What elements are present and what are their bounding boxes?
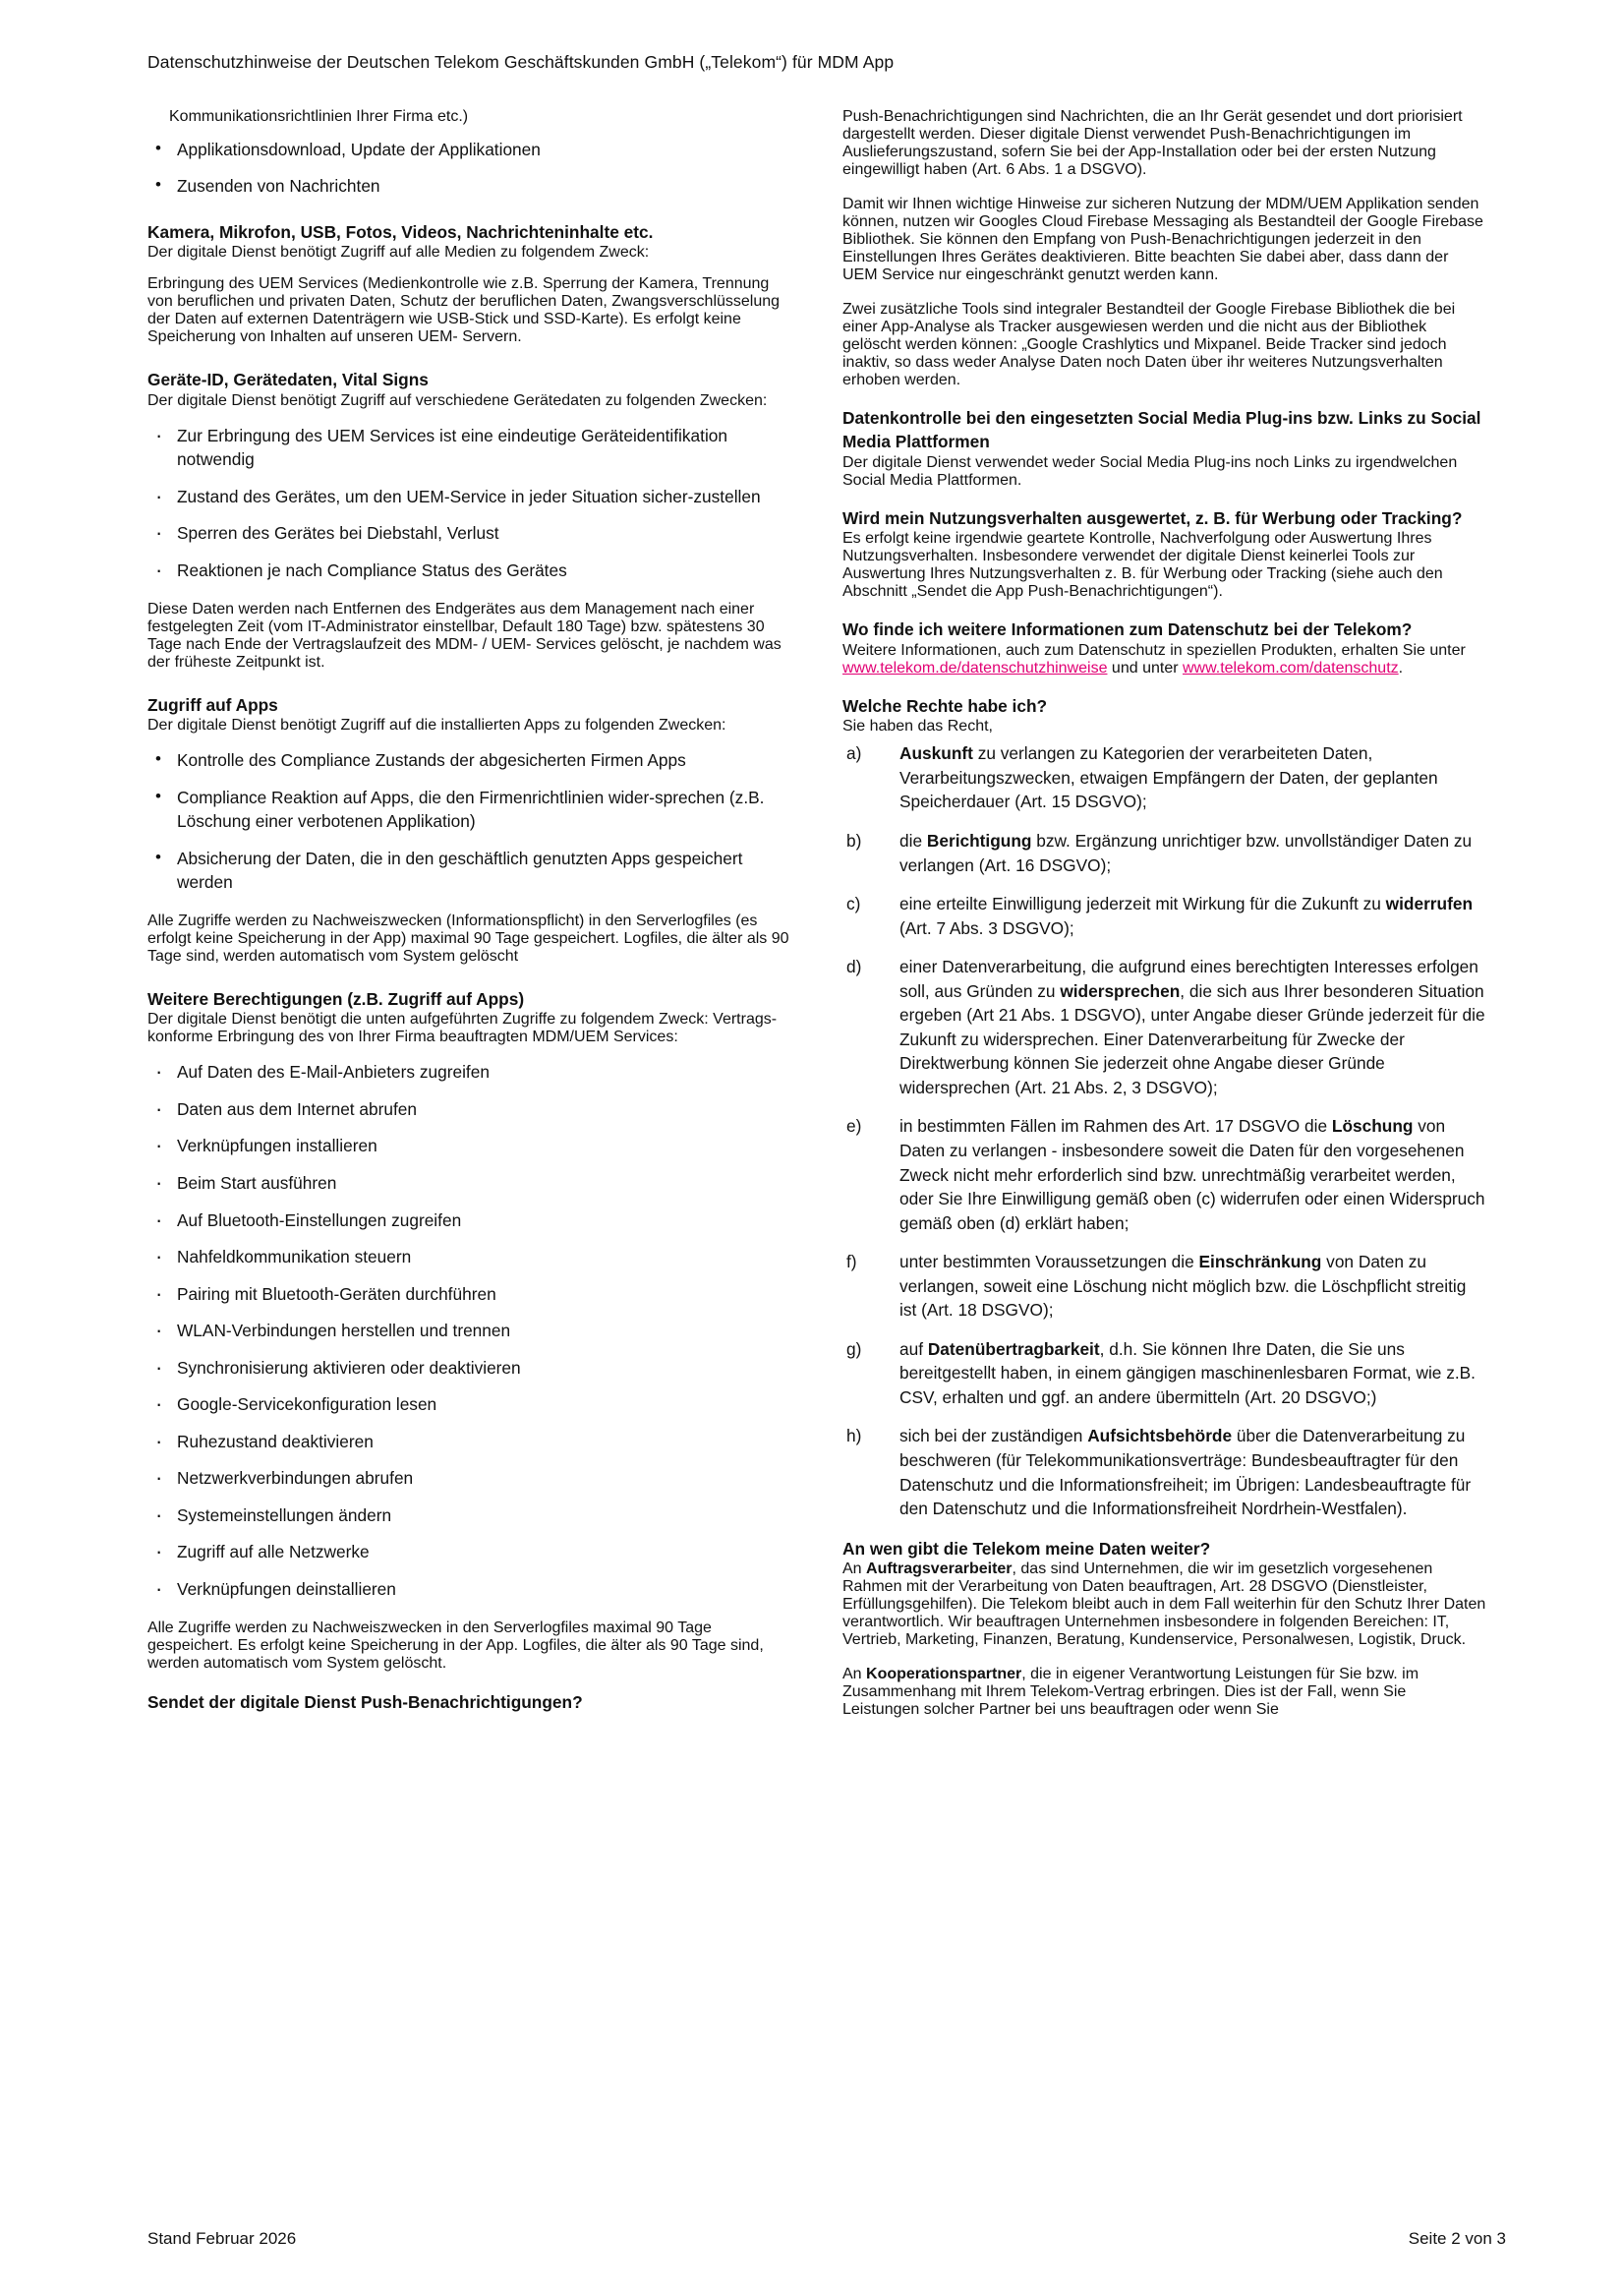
rights-bold: Auskunft (899, 743, 973, 764)
list-item: · Zugriff auf alle Netzwerke (147, 1540, 791, 1564)
rights-post: , d.h. Sie können Ihre Daten, die Sie uns bereitgestellt haben, in einem gängigen maschinenlesbaren Format, wie z.B. CSV, erhalten und ggf. an andere übermitteln (Art. 20 DSGVO;) (899, 1338, 1476, 1407)
section-kamera-body: Erbringung des UEM Services (Medienkontrolle wie z.B. Sperrung der Kamera, Trennung von beruflichen und privaten Daten, Schutz der beruflichen Daten, Zwangsverschlüsselung der Daten auf externen Datenträgern wie USB-Stick und SSD-Karte). Es erfolgt keine Speicherung von Inhalten auf unseren UEM- Servern. (147, 275, 781, 346)
list-item: · Ruhezustand deaktivieren (147, 1430, 791, 1454)
rights-item (842, 1114, 1486, 1235)
list-item: · Sperren des Gerätes bei Diebstahl, Verlust (147, 521, 791, 546)
weitergabe-p1-bold: Auftragsverarbeiter (866, 1560, 1013, 1578)
weitere-bullet-list (147, 1060, 791, 1601)
section-apps-lead: Der digitale Dienst benötigt Zugriff auf die installierten Apps zu folgenden Zwecken: (147, 717, 726, 735)
section-apps-closing: Alle Zugriffe werden zu Nachweiszwecken (Informationspflicht) in den Serverlogfiles (es erfolgt keine Speicherung in der App) maximal 90 Tage gespeichert. Logfiles, die älter als 90 Tage sind, werden automatisch vom System gelöscht (147, 912, 789, 965)
push-paragraph-3: Zwei zusätzliche Tools sind integraler Bestandteil der Google Firebase Bibliothek die bei einer App-Analyse als Tracker ausgewiesen werden und die nicht aus der Bibliothek gelöscht werden können: „Google Crashlytics und Mixpanel. Beide Tracker sind jedoch inaktiv, so dass weder Analyse Daten noch Daten über ihr weiteres Nutzungsverhalten erhoben werden. (842, 300, 1456, 388)
list-item: · Auf Bluetooth-Einstellungen zugreifen (147, 1208, 791, 1233)
rights-item (842, 955, 1486, 1099)
rights-post: von Daten zu verlangen, soweit eine Löschung nicht möglich bzw. die Löschpflicht streitig ist (Art. 18 DSGVO); (899, 1252, 1467, 1321)
info-text-mid: und unter (1107, 659, 1183, 677)
section-heading-weitergabe: An wen gibt die Telekom meine Daten weiter? (842, 1538, 1211, 1559)
rights-pre: unter bestimmten Voraussetzungen die (899, 1252, 1199, 1272)
list-item: · Verknüpfungen installieren (147, 1134, 791, 1158)
rights-marker: f) (846, 1252, 857, 1272)
rights-bold: Datenübertragbarkeit (927, 1338, 1100, 1359)
weitergabe-p2-post: , die in eigener Verantwortung Leistungen für Sie bzw. im Zusammenhang mit Ihrem Telekom-Vertrag erbringen. Dies ist der Fall, wenn Sie Leistungen solcher Partner bei uns beauftragen oder wenn Sie (842, 1666, 1419, 1719)
rights-list (842, 741, 1486, 1520)
rights-bold: widerrufen (1385, 894, 1474, 914)
rights-bold: Einschränkung (1198, 1252, 1322, 1272)
section-heading-info: Wo finde ich weitere Informationen zum Datenschutz bei der Telekom? (842, 619, 1413, 640)
two-column-body (147, 108, 1506, 1737)
rights-bold: Berichtigung (926, 831, 1032, 851)
list-item: · Systemeinstellungen ändern (147, 1503, 791, 1528)
right-column (842, 108, 1486, 1737)
section-heading-geraete: Geräte-ID, Gerätedaten, Vital Signs (147, 370, 429, 390)
footer-page-number: Seite 2 von 3 (1408, 2229, 1506, 2248)
list-item: · Google-Servicekonfiguration lesen (147, 1392, 791, 1417)
list-item: · WLAN-Verbindungen herstellen und trennen (147, 1319, 791, 1343)
push-paragraph-2: Damit wir Ihnen wichtige Hinweise zur sicheren Nutzung der MDM/UEM Applikation senden können, nutzen wir Googles Cloud Firebase Messaging als Bestandteil der Google Firebase Bibliothek. Sie können den Empfang von Push-Benachrichtigungen jederzeit in den Einstellungen Ihres Gerätes deaktivieren. Bitte beachten Sie dabei aber, dass dann der UEM Service nur eingeschränkt genutzt werden kann. (842, 195, 1483, 283)
section-heading-social: Datenkontrolle bei den eingesetzten Social Media Plug-ins bzw. Links zu Social Media Plattformen (842, 407, 1481, 452)
weitergabe-p2-bold: Kooperationspartner (866, 1666, 1022, 1683)
section-heading-weitere: Weitere Berechtigungen (z.B. Zugriff auf Apps) (147, 988, 525, 1009)
rights-pre: eine erteilte Einwilligung jederzeit mit Wirkung für die Zukunft zu (899, 894, 1386, 914)
rights-marker: b) (846, 831, 862, 851)
section-weitere-closing: Alle Zugriffe werden zu Nachweiszwecken in den Serverlogfiles maximal 90 Tage gespeichert. Es erfolgt keine Speicherung in der App. Logfiles, die älter als 90 Tage sind, werden automatisch vom System gelöscht. (147, 1619, 764, 1672)
section-heading-kamera: Kamera, Mikrofon, USB, Fotos, Videos, Nachrichteninhalte etc. (147, 221, 654, 242)
rights-marker: a) (846, 743, 862, 764)
list-item: · Daten aus dem Internet abrufen (147, 1097, 791, 1122)
datenschutz-link[interactable]: www.telekom.com/datenschutz (1182, 659, 1399, 677)
datenschutzhinweise-link[interactable]: www.telekom.de/datenschutzhinweise (842, 659, 1108, 677)
rights-lead: Sie haben das Recht, (842, 718, 993, 736)
rights-pre: die (899, 831, 927, 851)
geraete-bullet-list (147, 424, 791, 583)
rights-post: von Daten zu verlangen - insbesondere soweit die Daten für den vorgesehenen Zweck nicht mehr erforderlich sind bzw. unrechtmäßig verarbeitet werden, oder Sie Ihre Einwilligung gemäß oben (c) widerrufen oder einen Widerspruch gemäß oben (d) erklärt haben; (899, 1116, 1485, 1233)
list-item: · Auf Daten des E-Mail-Anbieters zugreifen (147, 1060, 791, 1085)
rights-post: , die sich aus Ihrer besonderen Situation ergeben (Art 21 Abs. 1 DSGVO), unter Angabe dieser Gründe jederzeit für die Zukunft zu widersprechen. Einer Datenverarbeitung für Zwecke der Direktwerbung können Sie jederzeit ohne Angabe dieser Gründe widersprechen (Art. 21 Abs. 2, 3 DSGVO); (899, 980, 1485, 1097)
left-column (147, 108, 791, 1715)
rights-pre: in bestimmten Fällen im Rahmen des Art. 17 DSGVO die (899, 1116, 1332, 1137)
list-item: • Zusenden von Nachrichten (147, 174, 791, 199)
intro-continuation: Kommunikationsrichtlinien Ihrer Firma etc.) (169, 107, 469, 125)
rights-bold: widersprechen (1060, 980, 1181, 1001)
rights-pre: sich bei der zuständigen (899, 1426, 1088, 1446)
section-tracking-body: Es erfolgt keine irgendwie geartete Kontrolle, Nachverfolgung oder Auswertung Ihres Nutzungsverhalten. Insbesondere verwendet der digitale Dienst keinerlei Tools zur Auswertung Ihres Nutzungsverhalten z. B. für Werbung oder Tracking (siehe auch den Abschnitt „Sendet die App Push-Benachrichtigungen“). (842, 530, 1443, 601)
list-item: · Verknüpfungen deinstallieren (147, 1577, 791, 1602)
section-kamera-lead: Der digitale Dienst benötigt Zugriff auf alle Medien zu folgendem Zweck: (147, 244, 650, 262)
rights-marker: h) (846, 1426, 862, 1446)
rights-pre: einer Datenverarbeitung, die aufgrund eines berechtigten Interesses erfolgen soll, aus Gründen zu (899, 957, 1478, 1001)
weitergabe-paragraph-2 (842, 1666, 1486, 1719)
rights-item (842, 892, 1486, 940)
rights-marker: d) (846, 957, 862, 977)
push-paragraph-1: Push-Benachrichtigungen sind Nachrichten, die an Ihr Gerät gesendet und dort priorisiert dargestellt werden. Dieser digitale Dienst verwendet Push-Benachrichtigungen im Auslieferungszustand, sofern Sie bei der App-Installation oder bei der ersten Nutzung eingewilligt haben (Art. 6 Abs. 1 a DSGVO). (842, 107, 1463, 178)
section-heading-apps: Zugriff auf Apps (147, 694, 278, 715)
intro-bullet-list (147, 138, 791, 199)
weitergabe-p1-pre: An (842, 1560, 867, 1578)
rights-item (842, 741, 1486, 814)
document-header: Datenschutzhinweise der Deutschen Telekom Geschäftskunden GmbH („Telekom“) für MDM App (147, 52, 895, 72)
list-item: • Absicherung der Daten, die in den geschäftlich genutzten Apps gespeichert werden (147, 847, 791, 895)
list-item: · Zur Erbringung des UEM Services ist eine eindeutige Geräteidentifikation notwendig (147, 424, 791, 472)
section-weitere-lead: Der digitale Dienst benötigt die unten aufgeführten Zugriffe zu folgendem Zweck: Vertrags-konforme Erbringung des von Ihrer Firma beauftragten MDM/UEM Services: (147, 1011, 778, 1046)
section-info-body (842, 642, 1486, 677)
section-geraete-lead: Der digitale Dienst benötigt Zugriff auf verschiedene Gerätedaten zu folgenden Zwecken: (147, 391, 768, 409)
info-text-after: . (1398, 659, 1404, 677)
footer-date: Stand Februar 2026 (147, 2229, 297, 2248)
rights-item (842, 1250, 1486, 1323)
weitergabe-paragraph-1 (842, 1560, 1486, 1649)
rights-bold: Aufsichtsbehörde (1087, 1426, 1233, 1446)
list-item: · Pairing mit Bluetooth-Geräten durchführen (147, 1282, 791, 1307)
section-social-body: Der digitale Dienst verwendet weder Social Media Plug-ins noch Links zu irgendwelchen Social Media Plattformen. (842, 453, 1458, 489)
list-item: · Netzwerkverbindungen abrufen (147, 1466, 791, 1491)
info-text-before: Weitere Informationen, auch zum Datenschutz in speziellen Produkten, erhalten Sie unter (842, 641, 1466, 659)
section-heading-rechte: Welche Rechte habe ich? (842, 695, 1048, 716)
list-item: · Reaktionen je nach Compliance Status des Gerätes (147, 559, 791, 583)
weitergabe-p1-post: , das sind Unternehmen, die wir im gesetzlich vorgesehenen Rahmen mit der Verarbeitung von Daten beauftragen, Art. 28 DSGVO (Dienstleister, Erfüllungsgehilfen). Die Telekom bleibt auch in dem Fall weiterhin für den Schutz Ihrer Daten verantwortlich. Wir beauftragen Unternehmen insbesondere in folgenden Bereichen: IT, Vertrieb, Marketing, Finanzen, Beratung, Kundenservice, Personalwesen, Logistik, Druck. (842, 1560, 1486, 1649)
list-item: • Kontrolle des Compliance Zustands der abgesicherten Firmen Apps (147, 748, 791, 773)
rights-marker: g) (846, 1338, 862, 1359)
rights-post: (Art. 7 Abs. 3 DSGVO); (899, 917, 1074, 938)
rights-post: zu verlangen zu Kategorien der verarbeiteten Daten, Verarbeitungszwecken, etwaigen Empfängern der Daten, der geplanten Speicherdauer (Art. 15 DSGVO); (899, 743, 1438, 812)
list-item: · Synchronisierung aktivieren oder deaktivieren (147, 1356, 791, 1381)
apps-bullet-list (147, 748, 791, 895)
rights-bold: Löschung (1331, 1116, 1414, 1137)
list-item: · Zustand des Gerätes, um den UEM-Service in jeder Situation sicher-zustellen (147, 485, 791, 509)
list-item: • Compliance Reaktion auf Apps, die den Firmenrichtlinien wider-sprechen (z.B. Löschung einer verbotenen Applikation) (147, 786, 791, 834)
section-geraete-closing: Diese Daten werden nach Entfernen des Endgerätes aus dem Management nach einer festgelegten Zeit (vom IT-Administrator einstellbar, Default 180 Tage) bzw. spätestens 30 Tage nach Ende der Vertragslaufzeit des MDM- / UEM- Services gelöscht, je nachdem was der früheste Zeitpunkt ist. (147, 600, 782, 671)
rights-marker: c) (846, 894, 861, 914)
rights-item (842, 1424, 1486, 1520)
list-item: · Beim Start ausführen (147, 1171, 791, 1196)
rights-item (842, 1337, 1486, 1410)
rights-item (842, 829, 1486, 877)
list-item: • Applikationsdownload, Update der Applikationen (147, 138, 791, 162)
rights-post: über die Datenverarbeitung zu beschweren (für Telekommunikationsverträge: Bundesbeauftragter für den Datenschutz und die Informationsfreiheit; im Übrigen: Landesbeauftragte für den Datenschutz und die Informationsfreiheit Nordrhein-Westfalen). (899, 1426, 1472, 1519)
section-heading-push: Sendet der digitale Dienst Push-Benachrichtigungen? (147, 1691, 583, 1712)
section-heading-tracking: Wird mein Nutzungsverhalten ausgewertet, z. B. für Werbung oder Tracking? (842, 507, 1463, 528)
rights-marker: e) (846, 1116, 862, 1137)
weitergabe-p2-pre: An (842, 1666, 867, 1683)
rights-post: bzw. Ergänzung unrichtiger bzw. unvollständiger Daten zu verlangen (Art. 16 DSGVO); (899, 831, 1473, 875)
rights-pre: auf (899, 1338, 928, 1359)
list-item: · Nahfeldkommunikation steuern (147, 1245, 791, 1269)
page-footer (147, 2229, 1506, 2249)
